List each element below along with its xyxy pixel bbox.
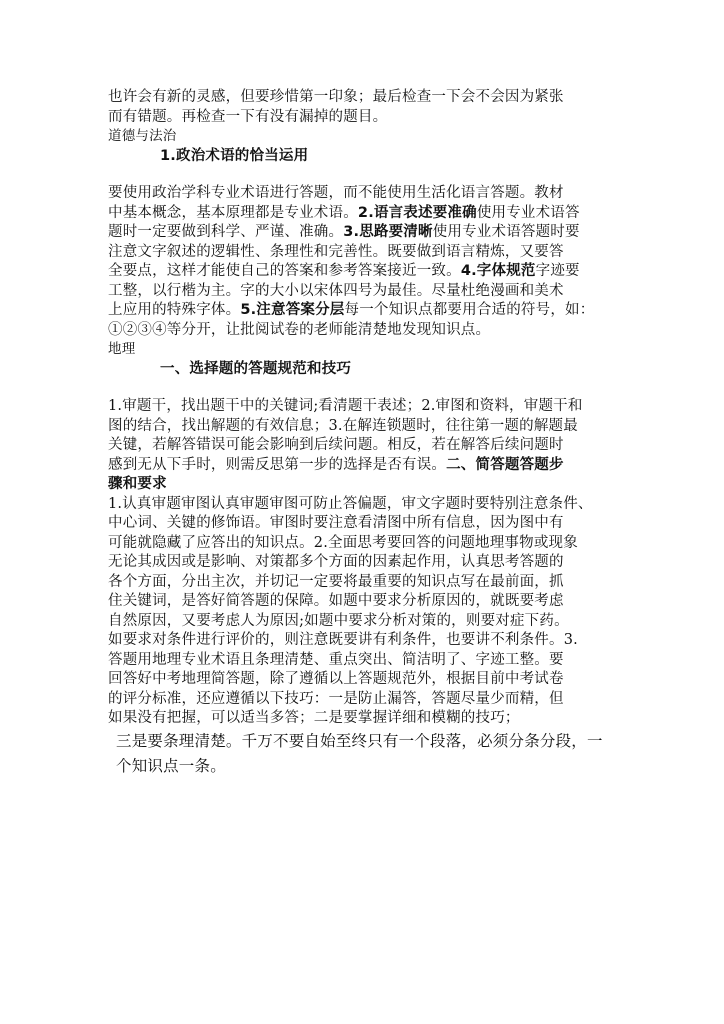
geography-answer-line-5: 各个方面，分出主次，并切记一定要将最重要的知识点写在最前面，抓 <box>108 573 564 590</box>
politics-line-7-text: 上应用的特殊字体。 <box>108 302 241 318</box>
geography-answer-line-11: 的评分标准，还应遵循以下技巧：一是防止漏答，答题尽量少而精，但 <box>108 690 564 707</box>
politics-line-8: ①②③④等分开，让批阅试卷的老师能清楚地发现知识点。 <box>108 321 491 338</box>
geography-final-line-1: 三是要条理清楚。千万不要自始至终只有一个段落，必须分条分段，一 <box>116 731 603 750</box>
politics-line-7 <box>108 301 628 321</box>
document-page <box>108 88 628 779</box>
politics-line-5 <box>108 262 628 282</box>
geography-line-4 <box>108 456 628 476</box>
politics-line-3-tail: 使用专业术语答题时要 <box>432 224 580 240</box>
politics-line-6: 工整，以行楷为主。字的大小以宋体四号为最佳。尽量杜绝漫画和美术 <box>108 282 564 299</box>
politics-point-5-title: 5.注意答案分层 <box>240 302 345 318</box>
politics-heading: 1.政治术语的恰当运用 <box>160 147 309 164</box>
politics-line-3 <box>108 223 628 243</box>
politics-line-2-text: 中基本概念，基本原理都是专业术语。 <box>108 204 358 221</box>
spacer <box>108 379 628 397</box>
politics-line-5-text: 全要点，这样才能使自己的答案和参考答案接近一致。 <box>108 263 461 279</box>
geography-answer-line-12: 如果没有把握，可以适当多答；二是要掌握详细和模糊的技巧； <box>108 710 520 726</box>
geography-line-4-text: 感到无从下手时，则需反思第一步的选择是否有误。 <box>108 456 447 473</box>
geography-line-3: 关键，若解答错误可能会影响到后续问题。相反，若在解答后续问题时 <box>108 437 564 453</box>
geography-answer-line-6: 住关键词，是答好简答题的保障。如题中要求分析原因的，就既要考虑 <box>108 593 564 609</box>
geography-line-2: 图的结合，找出解题的有效信息；3.在解连锁题时，往往第一题的解题最 <box>108 417 578 434</box>
geography-answer-line-2: 中心词、关键的修饰语。审图时要注意看清图中所有信息，因为图中有 <box>108 515 564 531</box>
politics-line-2-tail: 使用专业术语答 <box>476 204 580 221</box>
politics-line-4: 注意文字叙述的逻辑性、条理性和完善性。既要做到语言精炼，又要答 <box>108 243 564 260</box>
politics-point-3-title: 3.思路要清晰 <box>343 224 433 240</box>
politics-point-4-title: 4.字体规范 <box>460 263 536 279</box>
spacer <box>108 166 628 184</box>
politics-line-5-tail: 字迹要 <box>535 263 580 279</box>
intro-line-2: 而有错题。再检查一下有没有漏掉的题目。 <box>108 108 388 125</box>
geography-answer-line-8: 如要求对条件进行评价的，则注意既要讲有利条件，也要讲不利条件。3. <box>108 632 578 648</box>
geography-line-1: 1.审题干，找出题干中的关键词;看清题干表述；2.审图和资料，审题干和 <box>108 398 583 414</box>
geography-answer-line-7: 自然原因，又要考虑人为原因;如题中要求分析对策的，则要对症下药。 <box>108 612 569 629</box>
intro-line-1: 也许会有新的灵感，但要珍惜第一印象；最后检查一下会不会因为紧张 <box>108 89 564 105</box>
geography-answer-line-10: 回答好中考地理简答题，除了遵循以上答题规范外，根据目前中考试卷 <box>108 671 564 687</box>
politics-subject-label: 道德与法治 <box>108 128 177 144</box>
geography-heading: 一、选择题的答题规范和技巧 <box>160 360 352 377</box>
geography-answer-line-4: 无论其成因或是影响、对策都多个方面的因素起作用，认真思考答题的 <box>108 554 564 570</box>
geography-answer-line-9: 答题用地理专业术语且条理清楚、重点突出、简洁明了、字迹工整。要 <box>108 651 564 668</box>
geography-heading-2-start: 二、简答题答题步 <box>446 456 564 473</box>
politics-line-3-text: 题时一定要做到科学、严谨、准确。 <box>108 224 344 240</box>
geography-answer-line-1: 1.认真审题审图认真审题审图可防止答偏题，审文字题时要特别注意条件、 <box>108 495 593 512</box>
geography-final-line-2: 个知识点一条。 <box>116 756 226 775</box>
politics-line-2 <box>108 204 628 224</box>
politics-line-7-tail: 每一个知识点都要用合适的符号，如： <box>344 302 595 318</box>
geography-heading-2-end-line <box>108 475 628 495</box>
politics-point-2-title: 2.语言表述要准确 <box>357 204 477 221</box>
geography-subject-label: 地理 <box>108 341 136 357</box>
politics-line-1: 要使用政治学科专业术语进行答题，而不能使用生活化语言答题。教材 <box>108 185 564 201</box>
geography-heading-2-end: 骤和要求 <box>108 476 167 492</box>
geography-answer-line-3: 可能就隐藏了应答出的知识点。2.全面思考要回答的问题地理事物或现象 <box>108 534 578 551</box>
